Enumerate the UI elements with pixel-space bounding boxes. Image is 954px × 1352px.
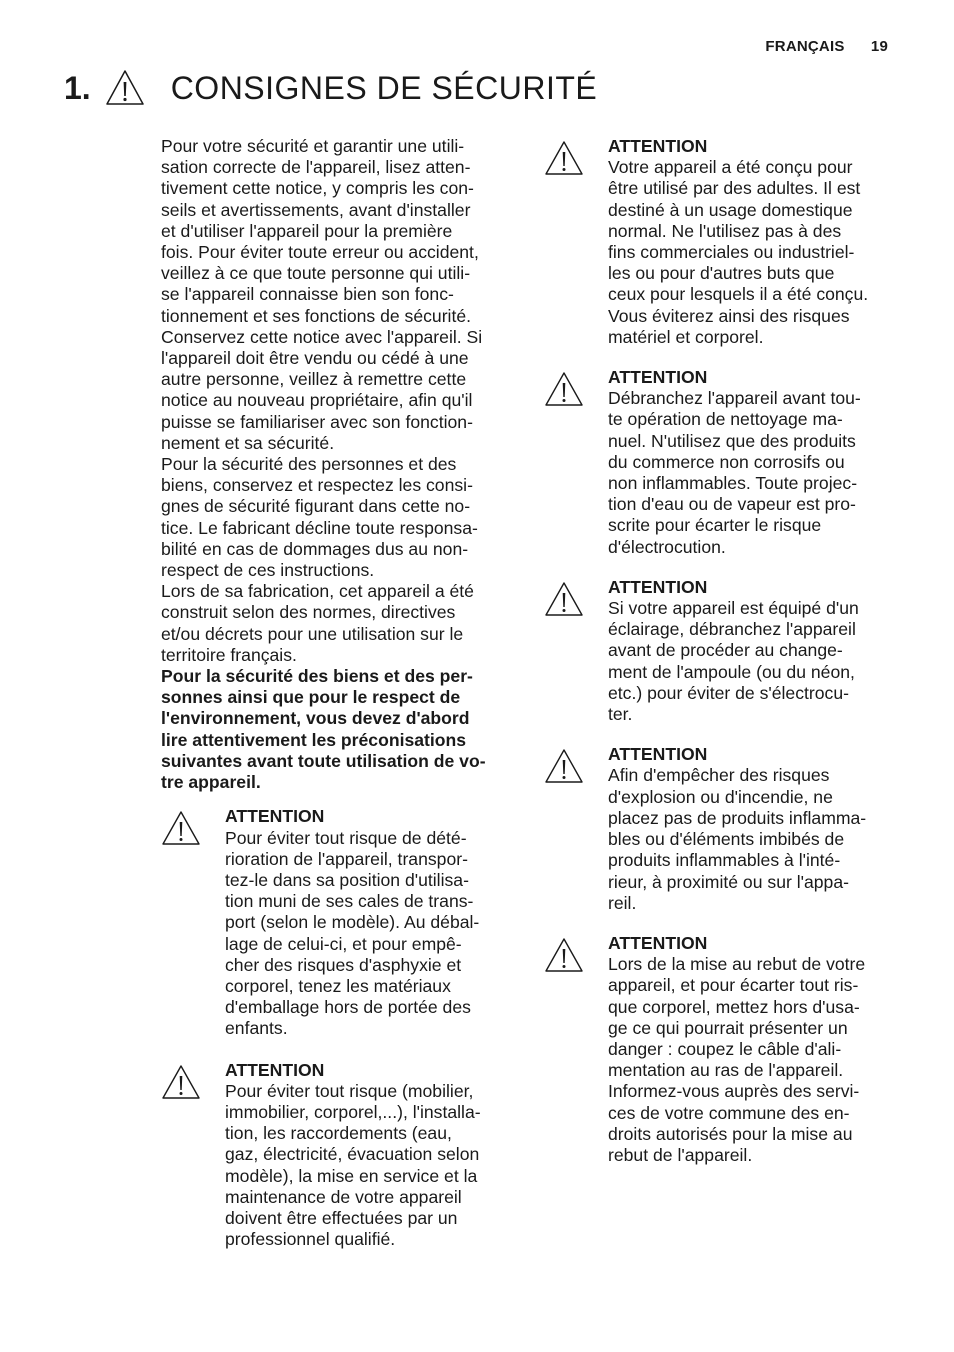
warning-triangle-icon <box>544 748 584 784</box>
intro-paragraph-3: Lors de sa fabrication, cet appareil a été construit selon des normes, directives et/ou décrets pour une utilisation sur le territoire français. <box>161 581 474 665</box>
warning-block <box>161 1060 517 1251</box>
left-column <box>161 136 517 1250</box>
warning-text: Pour éviter tout risque (mobilier, immobilier, corporel,...), l'installa- tion, les raccordements (eau, gaz, électricité, évacuation selon modèle), la mise en service et la maintenance de votre appareil doivent être effectuées par un professionnel qualifié. <box>225 1080 481 1250</box>
warning-block <box>544 933 904 1166</box>
warning-title: ATTENTION <box>608 576 708 597</box>
page-header <box>765 38 888 55</box>
warning-title: ATTENTION <box>608 744 708 765</box>
warning-triangle-icon <box>161 1064 201 1100</box>
warning-triangle-icon <box>544 140 584 176</box>
warning-title: ATTENTION <box>608 932 708 953</box>
warning-title: ATTENTION <box>608 136 708 156</box>
right-column <box>544 136 904 1185</box>
intro-bold-paragraph: Pour la sécurité des biens et des per- sonnes ainsi que pour le respect de l'environnement, vous devez d'abord lire attentivement les préconisations suivantes avant toute utilisation de vo- tre appareil. <box>161 666 486 793</box>
warning-text: Si votre appareil est équipé d'un éclairage, débranchez l'appareil avant de procéder au change- ment de l'ampoule (ou du néon, etc.) pour éviter de s'électrocu- ter. <box>608 598 859 725</box>
warning-block <box>544 136 904 348</box>
warning-triangle-icon <box>544 581 584 617</box>
warning-block <box>544 577 904 725</box>
warning-text: Lors de la mise au rebut de votre appareil, et pour écarter tout ris- que corporel, mettez hors d'usa- ge ce qui pourrait présenter un danger : coupez le câble d'ali- mentation au ras de l'appareil. Informez-vous auprès des servi- ces de votre commune des en- droits autorisés pour la mise au rebut de l'appareil. <box>608 954 866 1165</box>
language-label: FRANÇAIS <box>765 38 845 55</box>
warning-block <box>544 744 904 914</box>
warning-block <box>544 367 904 558</box>
warning-block <box>161 806 517 1039</box>
page-number: 19 <box>870 38 888 55</box>
section-number: 1. <box>64 69 91 106</box>
section-title <box>64 62 597 114</box>
warning-text: Afin d'empêcher des risques d'explosion ou d'incendie, ne placez pas de produits inflamma- bles ou d'éléments imbibés de produits inflammables à l'inté- rieur, à proximité ou sur l'appa- reil. <box>608 765 867 913</box>
warning-title: ATTENTION <box>608 367 708 388</box>
warning-title: ATTENTION <box>225 806 325 827</box>
warning-triangle-icon <box>105 68 145 108</box>
warning-text: Votre appareil a été conçu pour être utilisé par des adultes. Il est destiné à un usage domestique normal. Ne l'utilisez pas à des fins commerciales ou industriel- les ou pour d'autres buts que ceux pour lesquels il a été conçu. Vous éviterez ainsi des risques matériel et corporel. <box>608 157 869 347</box>
warning-triangle-icon <box>544 371 584 407</box>
warning-triangle-icon <box>161 810 201 846</box>
warning-text: Pour éviter tout risque de dété- rioration de l'appareil, transpor- tez-le dans sa position d'utilisa- tion muni de ses cales de trans- port (selon le modèle). Au débal- lage de celui-ci, et pour empê- cher des risques d'asphyxie et corporel, tenez les matériaux d'emballage hors de portée des enfants. <box>225 827 480 1039</box>
warning-title: ATTENTION <box>225 1059 325 1080</box>
warning-text: Débranchez l'appareil avant tou- te opération de nettoyage ma- nuel. N'utilisez que des produits du commerce non corrosifs ou non inflammables. Toute projec- tion d'eau ou de vapeur est pro- scrite pour écarter le risque d'électrocution. <box>608 388 861 557</box>
intro-paragraph-1: Pour votre sécurité et garantir une utili- sation correcte de l'appareil, lisez atten- tivement cette notice, y compris les con- seils et avertissements, avant d'installer et d'utiliser l'appareil pour la première fois. Pour éviter toute erreur ou accident, veillez à ce que toute personne qui utili- se l'appareil connaisse bien son fonc- tionnement et ses fonctions de sécurité. Conservez cette notice avec l'appareil. Si l'appareil doit être vendu ou cédé à une autre personne, veillez à remettre cette notice au nouveau propriétaire, afin qu'il puisse se familiariser avec son fonction- nement et sa sécurité. <box>161 136 483 453</box>
section-title-text: CONSIGNES DE SÉCURITÉ <box>170 69 598 106</box>
intro-paragraph-2: Pour la sécurité des personnes et des biens, conservez et respectez les consi- gnes de sécurité figurant dans cette no- tice. Le fabricant décline toute responsa- bilité en cas de dommages dus au non- respect de ces instructions. <box>161 454 478 581</box>
warning-triangle-icon <box>544 937 584 973</box>
